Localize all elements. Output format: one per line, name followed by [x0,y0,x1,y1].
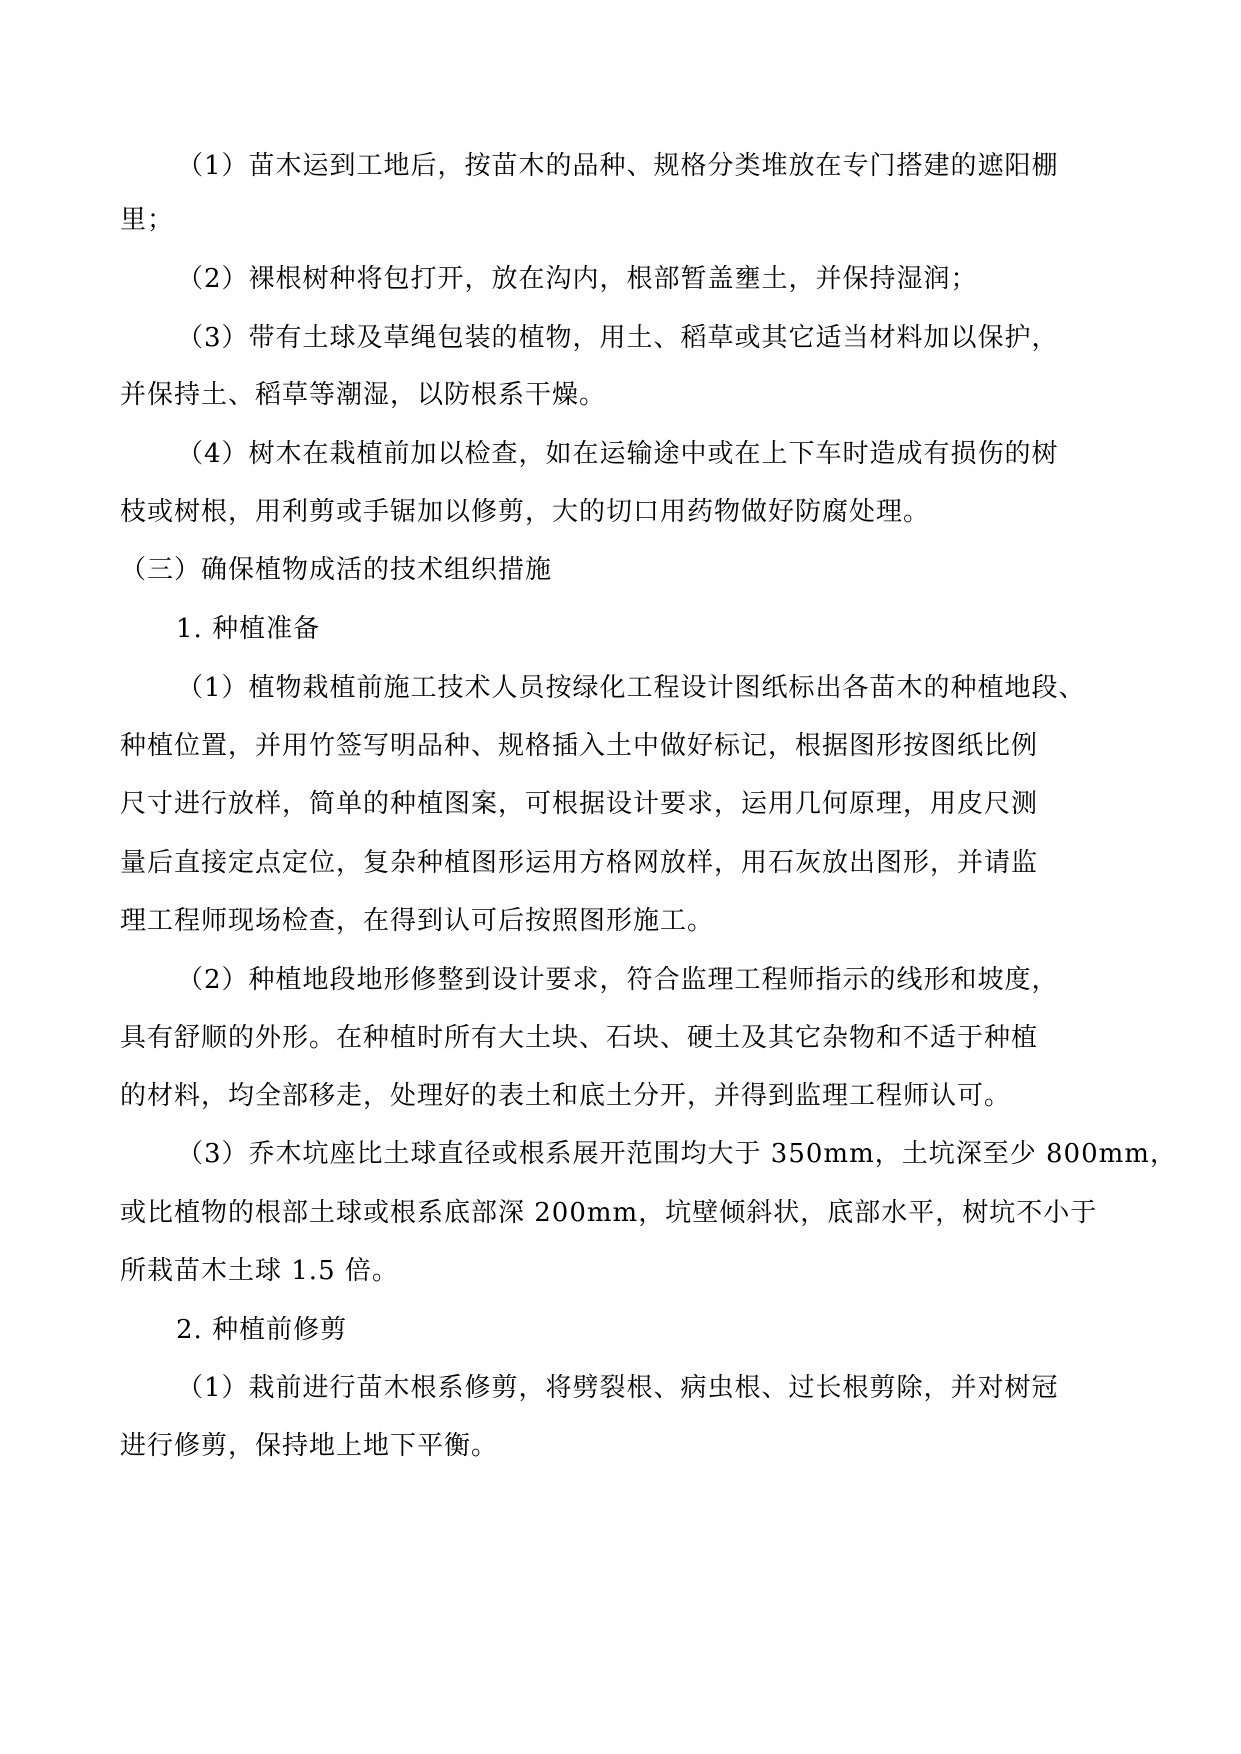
paragraph-line: 理工程师现场检查，在得到认可后按照图形施工。 [120,906,715,936]
paragraph-line: 具有舒顺的外形。在种植时所有大土块、石块、硬土及其它杂物和不适于种植 [120,1023,1039,1053]
paragraph-line: 量后直接定点定位，复杂种植图形运用方格网放样，用石灰放出图形，并请监 [120,848,1039,878]
paragraph-line: 枝或树根，用利剪或手锯加以修剪，大的切口用药物做好防腐处理。 [120,497,931,527]
subsection-heading: 2. 种植前修剪 [176,1315,348,1345]
paragraph-line: 种植位置，并用竹签写明品种、规格插入土中做好标记，根据图形按图纸比例 [120,731,1039,761]
paragraph-line: （3）带有土球及草绳包装的植物，用土、稻草或其它适当材料加以保护， [177,323,1059,353]
paragraph-line: （1）栽前进行苗木根系修剪，将劈裂根、病虫根、过长根剪除，并对树冠 [177,1373,1059,1403]
subsection-heading: 1. 种植准备 [176,614,321,644]
section-heading: （三）确保植物成活的技术组织措施 [120,555,553,585]
paragraph-line: 并保持土、稻草等潮湿，以防根系干燥。 [120,380,607,410]
paragraph-line: 或比植物的根部土球或根系底部深 200mm，坑壁倾斜状，底部水平，树坑不小于 [120,1198,1098,1228]
paragraph-line: （1）苗木运到工地后，按苗木的品种、规格分类堆放在专门搭建的遮阳棚 [177,151,1059,181]
paragraph-line: （1）植物栽植前施工技术人员按绿化工程设计图纸标出各苗木的种植地段、 [177,673,1086,703]
paragraph-line: 的材料，均全部移走，处理好的表土和底土分开，并得到监理工程师认可。 [120,1081,1012,1111]
paragraph-line: （4）树木在栽植前加以检查，如在运输途中或在上下车时造成有损伤的树 [177,439,1059,469]
paragraph-line: 所栽苗木土球 1.5 倍。 [120,1256,399,1286]
paragraph-line: （3）乔木坑座比土球直径或根系展开范围均大于 350mm，土坑深至少 800mm， [177,1139,1177,1169]
paragraph-line: 尺寸进行放样，简单的种植图案，可根据设计要求，运用几何原理，用皮尺测 [120,789,1039,819]
paragraph-line: 进行修剪，保持地上地下平衡。 [120,1431,499,1461]
paragraph-line: （2）种植地段地形修整到设计要求，符合监理工程师指示的线形和坡度， [177,965,1059,995]
paragraph-line: （2）裸根树种将包打开，放在沟内，根部暂盖壅土，并保持湿润； [177,264,978,294]
paragraph-line: 里； [120,205,175,235]
